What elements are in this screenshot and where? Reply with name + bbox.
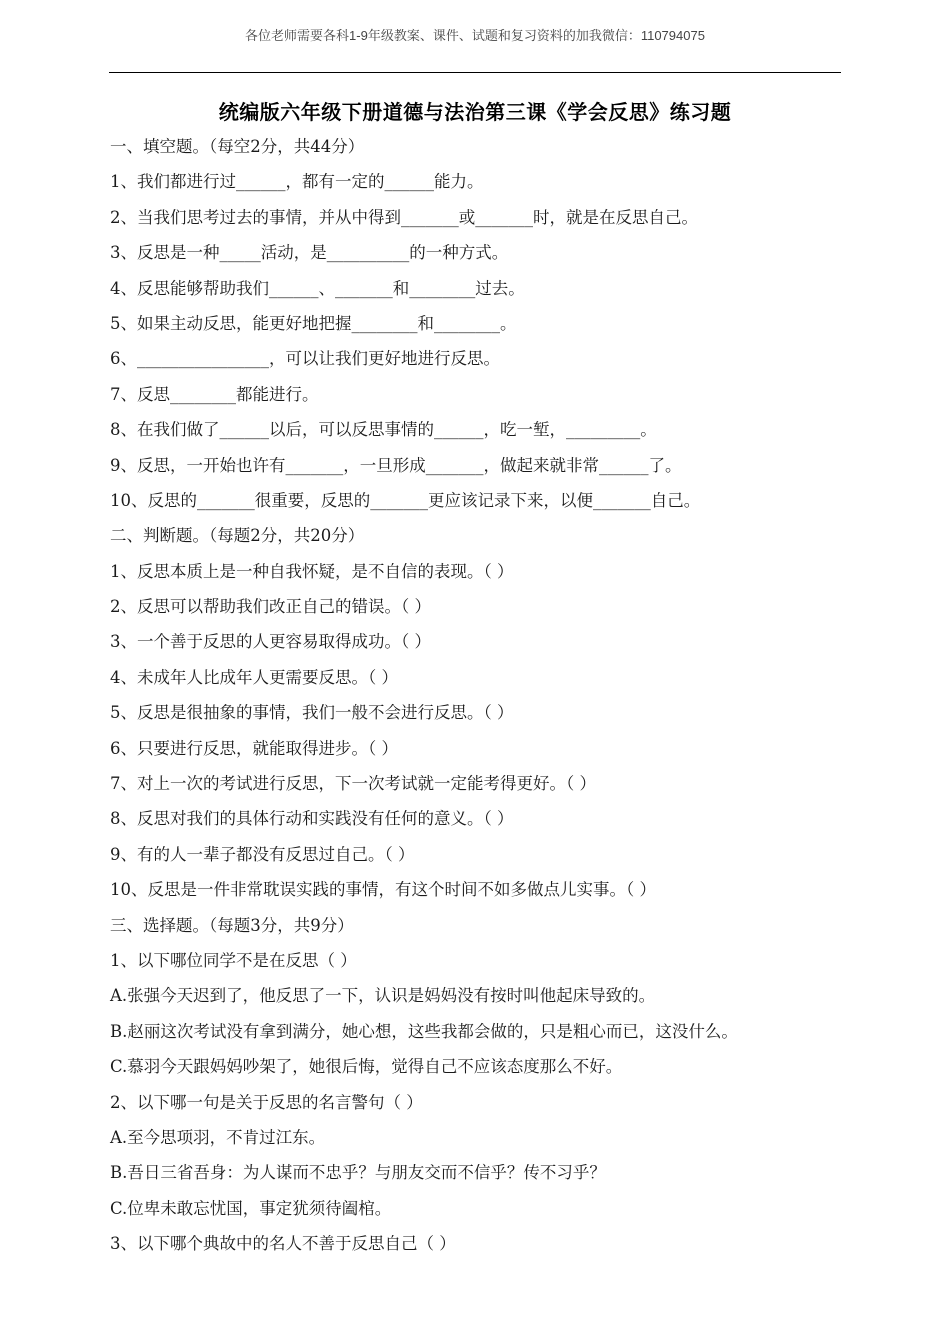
- choice-option: B.吾日三省吾身：为人谋而不忠乎？与朋友交而不信乎？传不习乎？: [110, 1163, 606, 1183]
- true-false-question: 1、反思本质上是一种自我怀疑，是不自信的表现。（ ）: [110, 561, 514, 581]
- choice-option: B.赵丽这次考试没有拿到满分，她心想，这些我都会做的，只是粗心而已，这没什么。: [110, 1021, 738, 1041]
- true-false-question: 8、反思对我们的具体行动和实践没有任何的意义。（ ）: [110, 809, 514, 829]
- fill-blank-question: 7、反思________都能进行。: [110, 384, 319, 404]
- true-false-question: 9、有的人一辈子都没有反思过自己。（ ）: [110, 844, 415, 864]
- choice-question: 3、以下哪个典故中的名人不善于反思自己（ ）: [110, 1234, 456, 1254]
- choice-question: 1、以下哪位同学不是在反思（ ）: [110, 950, 357, 970]
- choice-question: 2、以下哪一句是关于反思的名言警句（ ）: [110, 1092, 423, 1112]
- header-note: 各位老师需要各科1-9年级教案、课件、试题和复习资料的加我微信：110794075: [245, 28, 705, 43]
- fill-blank-question: 2、当我们思考过去的事情，并从中得到_______或_______时，就是在反思自己。: [110, 207, 698, 227]
- section-heading-fill-blank: 一、填空题。（每空2分，共44分）: [110, 137, 365, 156]
- fill-blank-question: 1、我们都进行过______，都有一定的______能力。: [110, 172, 484, 192]
- true-false-question: 6、只要进行反思，就能取得进步。（ ）: [110, 738, 398, 758]
- section-heading-true-false: 二、判断题。（每题2分，共20分）: [110, 526, 365, 546]
- choice-option: C.慕羽今天跟妈妈吵架了，她很后悔，觉得自己不应该态度那么不好。: [110, 1057, 623, 1077]
- fill-blank-question: 4、反思能够帮助我们______、_______和________过去。: [110, 278, 525, 298]
- true-false-question: 3、一个善于反思的人更容易取得成功。（ ）: [110, 632, 431, 652]
- section-heading-multiple-choice: 三、选择题。（每题3分，共9分）: [110, 915, 354, 935]
- choice-option: A.张强今天迟到了，他反思了一下，认识是妈妈没有按时叫他起床导致的。: [110, 986, 656, 1006]
- exercise-body: [110, 129, 850, 1262]
- document-title: 统编版六年级下册道德与法治第三课《学会反思》练习题: [218, 100, 732, 124]
- choice-option: A.至今思项羽，不肯过江东。: [110, 1127, 326, 1147]
- true-false-question: 2、反思可以帮助我们改正自己的错误。（ ）: [110, 597, 431, 617]
- fill-blank-question: 5、如果主动反思，能更好地把握________和________。: [110, 313, 517, 333]
- true-false-question: 5、反思是很抽象的事情，我们一般不会进行反思。（ ）: [110, 703, 514, 723]
- fill-blank-question: 3、反思是一种_____活动，是__________的一种方式。: [110, 243, 509, 263]
- fill-blank-question: 9、反思，一开始也许有_______，一旦形成_______，做起来就非常______了。: [110, 455, 682, 475]
- true-false-question: 4、未成年人比成年人更需要反思。（ ）: [110, 667, 398, 687]
- true-false-question: 10、反思是一件非常耽误实践的事情，有这个时间不如多做点儿实事。（ ）: [110, 880, 656, 900]
- fill-blank-question: 6、________________，可以让我们更好地进行反思。: [110, 349, 500, 369]
- choice-option: C.位卑未敢忘忧国，事定犹须待阖棺。: [110, 1198, 392, 1218]
- fill-blank-question: 10、反思的_______很重要，反思的_______更应该记录下来，以便_______自己。: [110, 490, 701, 510]
- header-divider: [109, 72, 841, 73]
- fill-blank-question: 8、在我们做了______以后，可以反思事情的______，吃一堑，_________。: [110, 420, 657, 440]
- true-false-question: 7、对上一次的考试进行反思，下一次考试就一定能考得更好。（ ）: [110, 774, 596, 794]
